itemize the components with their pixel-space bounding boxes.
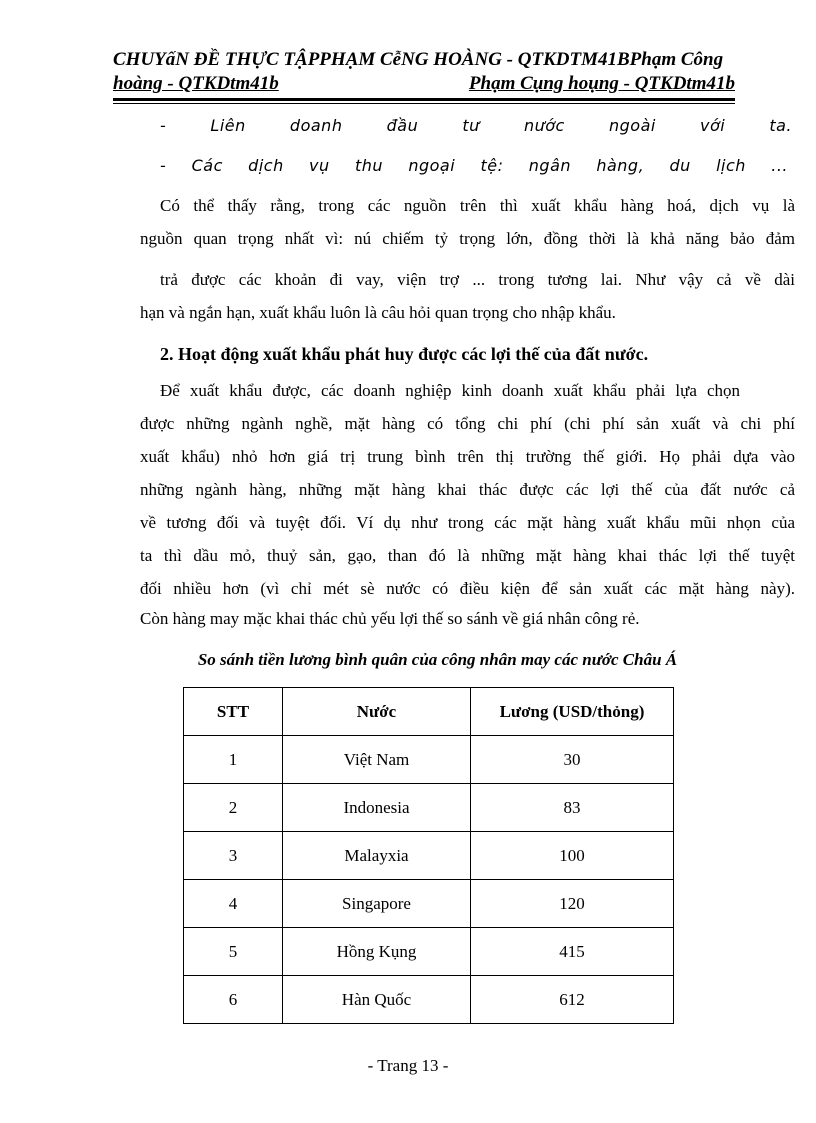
- bullet-item: - Các dịch vụ thu ngoại tệ: ngân hàng, du lịch ...: [160, 156, 788, 175]
- section-heading: 2. Hoạt động xuất khẩu phát huy được các lợi thế của đất nước.: [160, 344, 649, 364]
- cell-stt: 4: [184, 880, 283, 928]
- paragraph-line: nguồn quan trọng nhất vì: nú chiếm tỷ trọng lớn, đồng thời là khả năng bảo đảm: [140, 229, 795, 248]
- header-rule-thin: [113, 103, 735, 104]
- table-row: [184, 736, 674, 784]
- paragraph-line: ta thì dầu mỏ, thuỷ sản, gạo, than đó là những mặt hàng khai thác lợi thế tuyệt: [140, 546, 795, 565]
- wage-table: [183, 687, 674, 1024]
- header-right: Phạm Cụng hoụng - QTKDtm41b: [468, 73, 735, 94]
- cell-country: Singapore: [283, 880, 471, 928]
- header-left: hoàng - QTKDtm41b: [113, 73, 279, 94]
- cell-country: Hồng Kụng: [283, 928, 471, 976]
- cell-country: Malayxia: [283, 832, 471, 880]
- cell-wage: 30: [471, 736, 674, 784]
- table-row: [184, 928, 674, 976]
- cell-wage: 100: [471, 832, 674, 880]
- page-number: - Trang 13 -: [367, 1056, 449, 1075]
- cell-country: Hàn Quốc: [283, 976, 471, 1024]
- header-wage: Lương (USD/thỏng): [471, 688, 674, 736]
- cell-wage: 415: [471, 928, 674, 976]
- cell-wage: 120: [471, 880, 674, 928]
- table-row: [184, 976, 674, 1024]
- table-row: [184, 880, 674, 928]
- cell-country: Việt Nam: [283, 736, 471, 784]
- cell-stt: 3: [184, 832, 283, 880]
- cell-wage: 612: [471, 976, 674, 1024]
- paragraph-line: những ngành hàng, những mặt hàng khai thác được các lợi thế của đất nước cả: [140, 480, 795, 499]
- cell-stt: 2: [184, 784, 283, 832]
- header-rule-thick: [113, 98, 735, 101]
- cell-stt: 1: [184, 736, 283, 784]
- table-row: [184, 832, 674, 880]
- paragraph-line: được những ngành nghề, mặt hàng có tổng chi phí (chi phí sản xuất và chi phí: [140, 414, 795, 433]
- table-row: [184, 784, 674, 832]
- paragraph-line: đối nhiều hơn (vì chỉ mét sè nước có điều kiện để sản xuất các mặt hàng này).: [140, 579, 795, 598]
- page-header-line2: [113, 72, 735, 96]
- table-header-row: [184, 688, 674, 736]
- paragraph-line: Có thể thấy rằng, trong các nguồn trên thì xuất khẩu hàng hoá, dịch vụ là: [160, 196, 795, 215]
- cell-country: Indonesia: [283, 784, 471, 832]
- cell-wage: 83: [471, 784, 674, 832]
- page-header-line1: CHUYấN ĐỀ THỰC TẬPPHẠM CễNG HOÀNG - QTKDTM41BPhạm Công: [113, 49, 724, 70]
- paragraph-line: trả được các khoản đi vay, viện trợ ... trong tương lai. Như vậy cả về dài: [160, 270, 795, 289]
- paragraph-line: hạn và ngắn hạn, xuất khẩu luôn là câu hỏi quan trọng cho nhập khẩu.: [140, 303, 616, 322]
- cell-stt: 5: [184, 928, 283, 976]
- header-stt: STT: [184, 688, 283, 736]
- paragraph-line: Để xuất khẩu được, các doanh nghiệp kinh doanh xuất khẩu phải lựa chọn: [160, 381, 740, 400]
- bullet-item: - Liên doanh đầu tư nước ngoài với ta.: [160, 116, 792, 135]
- header-country: Nước: [283, 688, 471, 736]
- cell-stt: 6: [184, 976, 283, 1024]
- paragraph-line: Còn hàng may mặc khai thác chủ yếu lợi thế so sánh về giá nhân công rẻ.: [140, 609, 640, 628]
- table-caption: So sánh tiền lương bình quân của công nhân may các nước Châu Á: [197, 650, 678, 669]
- paragraph-line: xuất khẩu) nhỏ hơn giá trị trung bình trên thị trường thế giới. Họ phải dựa vào: [140, 447, 795, 466]
- paragraph-line: về tương đối và tuyệt đối. Ví dụ như trong các mặt hàng xuất khẩu mũi nhọn của: [140, 513, 795, 532]
